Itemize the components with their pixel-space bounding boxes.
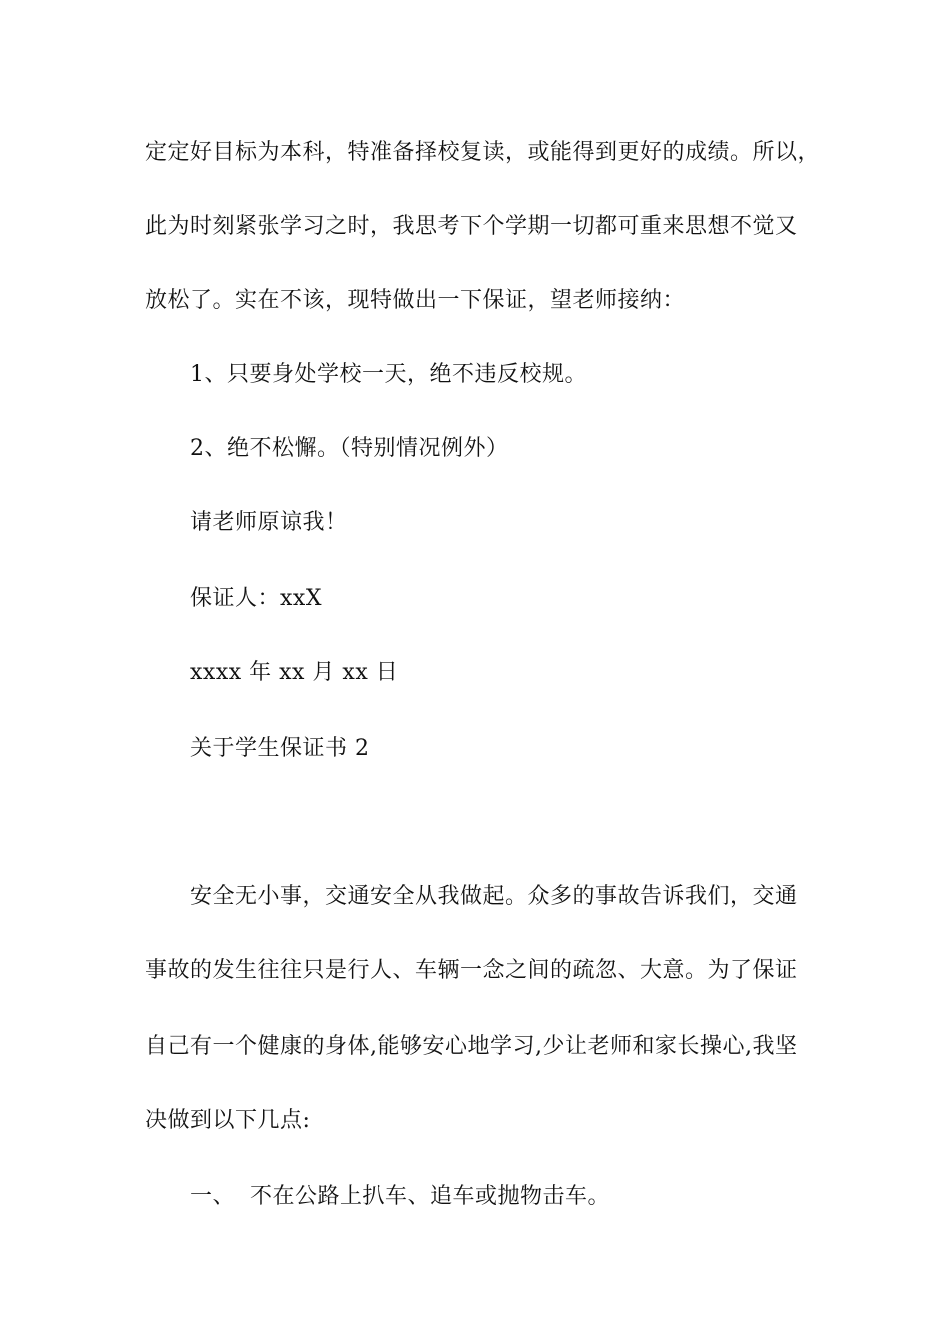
paragraph-line: 定定好目标为本科，特准备择校复读，或能得到更好的成绩。所以， <box>145 140 821 165</box>
guarantor-line: 保证人：xxX <box>190 586 322 611</box>
section-title: 关于学生保证书 2 <box>190 736 370 761</box>
date-line: xxxx 年 xx 月 xx 日 <box>190 660 399 685</box>
paragraph-line: 事故的发生往往只是行人、车辆一念之间的疏忽、大意。为了保证 <box>145 958 798 983</box>
paragraph-line: 自己有一个健康的身体,能够安心地学习,少让老师和家长操心,我坚 <box>145 1034 798 1059</box>
apology-line: 请老师原谅我！ <box>190 510 348 535</box>
paragraph-line: 安全无小事，交通安全从我做起。众多的事故告诉我们，交通 <box>190 884 798 909</box>
list-item: 2、绝不松懈。（特别情况例外） <box>190 436 509 461</box>
list-item: 1、只要身处学校一天，绝不违反校规。 <box>190 362 587 387</box>
rule-item: 一、 不在公路上扒车、追车或抛物击车。 <box>190 1184 610 1209</box>
paragraph-line: 决做到以下几点: <box>145 1108 311 1133</box>
paragraph-line: 放松了。实在不该，现特做出一下保证，望老师接纳： <box>145 288 686 313</box>
paragraph-line: 此为时刻紧张学习之时，我思考下个学期一切都可重来思想不觉又 <box>145 214 798 239</box>
